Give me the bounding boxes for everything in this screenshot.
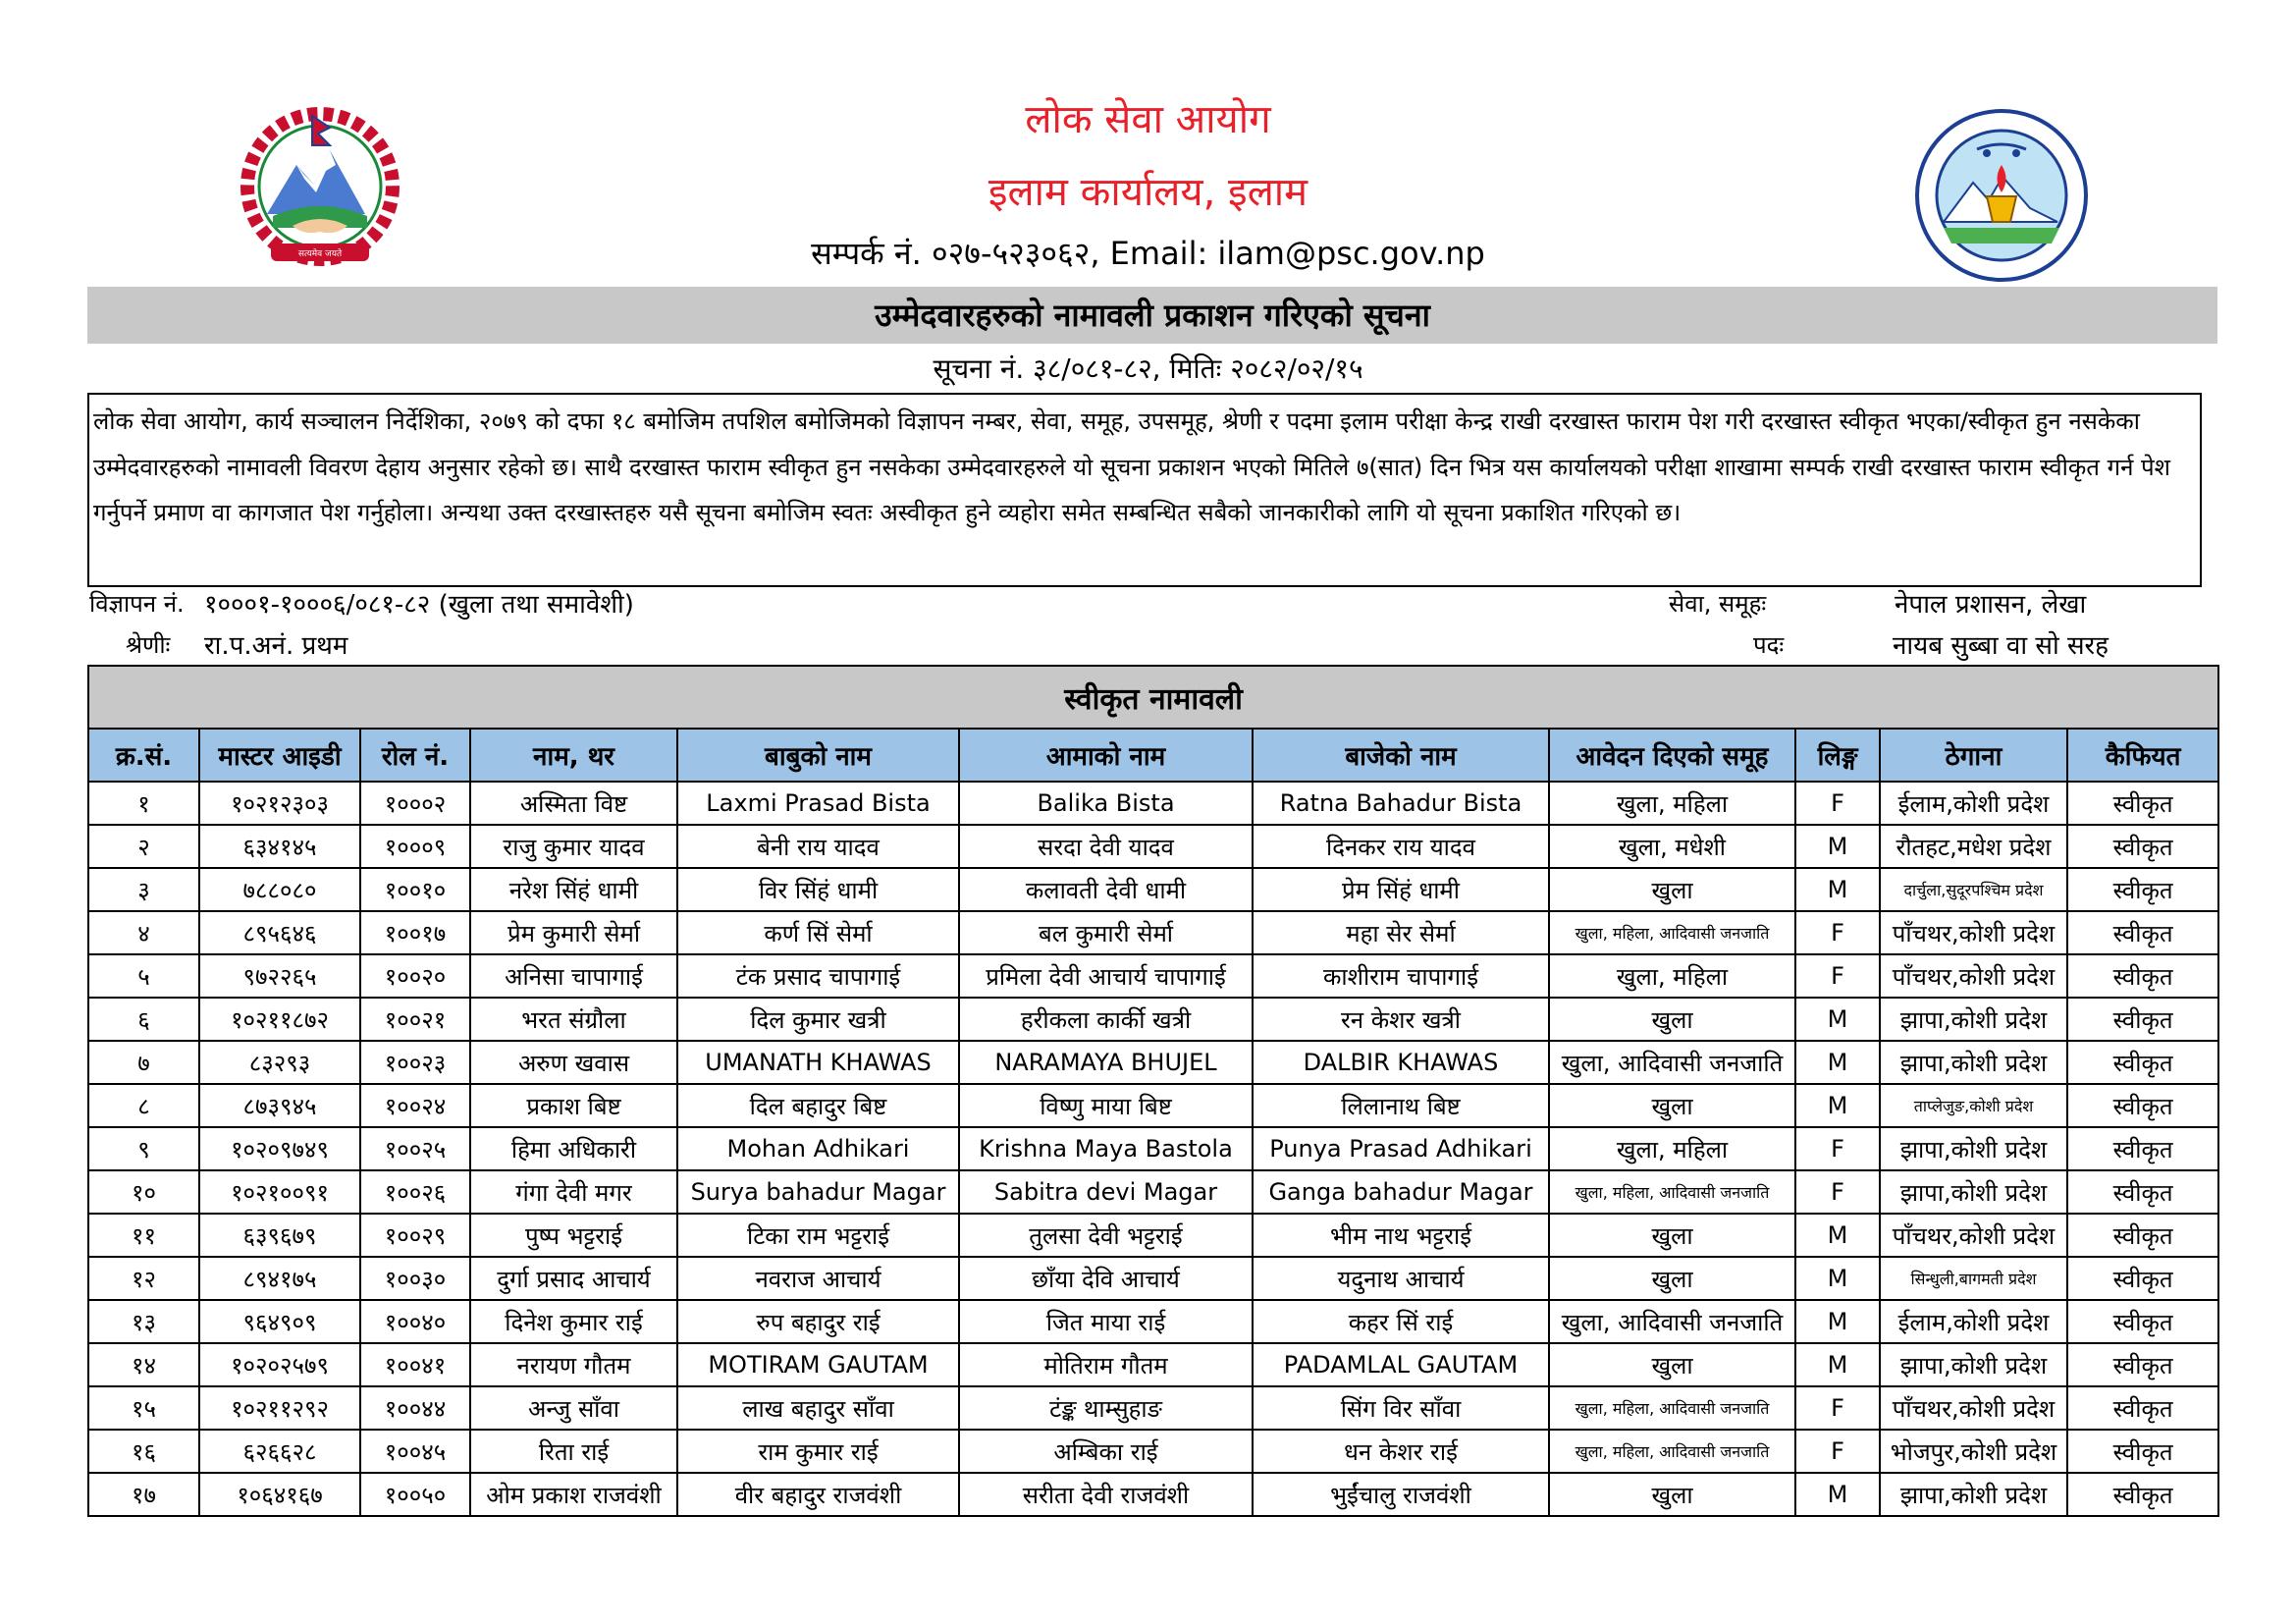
col-master-id-cell: ८९५६४६	[199, 911, 360, 954]
col-group-cell: खुला	[1549, 998, 1795, 1041]
col-group-cell: खुला, महिला	[1549, 1127, 1795, 1170]
col-gender-cell: F	[1795, 1430, 1880, 1473]
col-roll-no-cell: १००५०	[360, 1473, 470, 1516]
notice-title: उम्मेदवारहरुको नामावली प्रकाशन गरिएको सूचना	[87, 287, 2217, 344]
col-address-cell: रौतहट,मधेश प्रदेश	[1880, 825, 2067, 868]
col-remarks-cell: स्वीकृत	[2067, 1084, 2218, 1127]
col-roll-no-cell: १००१०	[360, 868, 470, 911]
post-value: नायब सुब्बा वा सो सरह	[1893, 631, 2109, 661]
table-row	[88, 1214, 2218, 1257]
col-master-id-cell: ६३९६७९	[199, 1214, 360, 1257]
col-roll-no-cell: १००२६	[360, 1170, 470, 1214]
col-name-header: नाम, थर	[470, 729, 677, 782]
col-address-cell: पाँचथर,कोशी प्रदेश	[1880, 954, 2067, 998]
col-roll-no-cell: १०००९	[360, 825, 470, 868]
col-master-id-cell: १०२१००९१	[199, 1170, 360, 1214]
col-master-id-cell: ८९४१७५	[199, 1257, 360, 1300]
table-row	[88, 868, 2218, 911]
col-remarks-header: कैफियत	[2067, 729, 2218, 782]
org-title: लोक सेवा आयोग	[1025, 97, 1271, 142]
col-group-header: आवेदन दिएको समूह	[1549, 729, 1795, 782]
col-name-cell: गंगा देवी मगर	[470, 1170, 677, 1214]
col-father-cell: वीर बहादुर राजवंशी	[677, 1473, 959, 1516]
col-gender-cell: M	[1795, 1300, 1880, 1343]
col-sn-cell: १७	[88, 1473, 199, 1516]
col-father-cell: कर्ण सिं सेर्मा	[677, 911, 959, 954]
col-roll-no-cell: १००२३	[360, 1041, 470, 1084]
col-sn-cell: १३	[88, 1300, 199, 1343]
col-group-cell: खुला, महिला, आदिवासी जनजाति	[1549, 1386, 1795, 1430]
col-sn-cell: ७	[88, 1041, 199, 1084]
col-master-id-cell: ८७३९४५	[199, 1084, 360, 1127]
table-row	[88, 1473, 2218, 1516]
col-master-id-cell: १०२१२३०३	[199, 782, 360, 825]
col-name-cell: हिमा अधिकारी	[470, 1127, 677, 1170]
col-grandfather-header: बाजेको नाम	[1253, 729, 1549, 782]
col-name-cell: ओम प्रकाश राजवंशी	[470, 1473, 677, 1516]
col-address-cell: ईलाम,कोशी प्रदेश	[1880, 1300, 2067, 1343]
table-row	[88, 825, 2218, 868]
col-address-cell: भोजपुर,कोशी प्रदेश	[1880, 1430, 2067, 1473]
col-gender-cell: F	[1795, 1127, 1880, 1170]
col-roll-no-cell: १००४५	[360, 1430, 470, 1473]
col-remarks-cell: स्वीकृत	[2067, 868, 2218, 911]
col-father-cell: Mohan Adhikari	[677, 1127, 959, 1170]
col-master-id-cell: ६३४१४५	[199, 825, 360, 868]
col-father-cell: Laxmi Prasad Bista	[677, 782, 959, 825]
col-address-cell: पाँचथर,कोशी प्रदेश	[1880, 1214, 2067, 1257]
col-grandfather-cell: भीम नाथ भट्टराई	[1253, 1214, 1549, 1257]
col-sn-cell: ३	[88, 868, 199, 911]
post-label: पदः	[1753, 631, 1785, 659]
col-grandfather-cell: Ganga bahadur Magar	[1253, 1170, 1549, 1214]
col-master-id-cell: १०२०९७४९	[199, 1127, 360, 1170]
col-name-cell: नरायण गौतम	[470, 1343, 677, 1386]
notice-number: सूचना नं. ३८/०८१-८२, मितिः २०८२/०२/१५	[933, 352, 1363, 385]
col-father-cell: दिल कुमार खत्री	[677, 998, 959, 1041]
col-roll-no-cell: १००२१	[360, 998, 470, 1041]
col-address-header: ठेगाना	[1880, 729, 2067, 782]
level-label: श्रेणीः	[126, 631, 171, 659]
col-mother-cell: छाँया देवि आचार्य	[959, 1257, 1253, 1300]
col-mother-cell: अम्बिका राई	[959, 1430, 1253, 1473]
col-master-id-cell: ७८८०८०	[199, 868, 360, 911]
col-name-cell: अनिसा चापागाई	[470, 954, 677, 998]
col-address-cell: झापा,कोशी प्रदेश	[1880, 1473, 2067, 1516]
col-gender-cell: M	[1795, 1214, 1880, 1257]
col-father-cell: विर सिंहं धामी	[677, 868, 959, 911]
col-group-cell: खुला, महिला	[1549, 782, 1795, 825]
col-sn-cell: १४	[88, 1343, 199, 1386]
col-grandfather-cell: लिलानाथ बिष्ट	[1253, 1084, 1549, 1127]
col-name-cell: प्रकाश बिष्ट	[470, 1084, 677, 1127]
col-remarks-cell: स्वीकृत	[2067, 1386, 2218, 1430]
col-grandfather-cell: PADAMLAL GAUTAM	[1253, 1343, 1549, 1386]
col-sn-cell: ८	[88, 1084, 199, 1127]
col-gender-header: लिङ्ग	[1795, 729, 1880, 782]
col-grandfather-cell: काशीराम चापागाई	[1253, 954, 1549, 998]
col-address-cell: झापा,कोशी प्रदेश	[1880, 1127, 2067, 1170]
emblem-caption: सत्यमेव जयते	[297, 249, 343, 259]
col-address-cell: दार्चुला,सुदूरपश्चिम प्रदेश	[1880, 868, 2067, 911]
col-roll-no-cell: १००२०	[360, 954, 470, 998]
col-grandfather-cell: सिंग विर साँवा	[1253, 1386, 1549, 1430]
col-remarks-cell: स्वीकृत	[2067, 782, 2218, 825]
col-remarks-cell: स्वीकृत	[2067, 1041, 2218, 1084]
col-roll-no-cell: १०००२	[360, 782, 470, 825]
table-row	[88, 911, 2218, 954]
col-mother-cell: मोतिराम गौतम	[959, 1343, 1253, 1386]
col-remarks-cell: स्वीकृत	[2067, 1127, 2218, 1170]
col-grandfather-cell: भुईंचालु राजवंशी	[1253, 1473, 1549, 1516]
col-roll-no-cell: १००२४	[360, 1084, 470, 1127]
col-roll-no-cell: १००२५	[360, 1127, 470, 1170]
col-name-cell: अरुण खवास	[470, 1041, 677, 1084]
table-row	[88, 1257, 2218, 1300]
col-name-cell: नरेश सिंहं धामी	[470, 868, 677, 911]
col-sn-cell: १०	[88, 1170, 199, 1214]
col-roll-no-cell: १००३०	[360, 1257, 470, 1300]
col-group-cell: खुला	[1549, 1343, 1795, 1386]
col-master-id-cell: ६२६६२८	[199, 1430, 360, 1473]
col-gender-cell: F	[1795, 1170, 1880, 1214]
col-remarks-cell: स्वीकृत	[2067, 1300, 2218, 1343]
col-remarks-cell: स्वीकृत	[2067, 1473, 2218, 1516]
col-sn-cell: २	[88, 825, 199, 868]
col-roll-no-cell: १००४०	[360, 1300, 470, 1343]
col-sn-cell: ४	[88, 911, 199, 954]
col-group-cell: खुला, महिला	[1549, 954, 1795, 998]
col-mother-cell: सरदा देवी यादव	[959, 825, 1253, 868]
col-name-cell: रिता राई	[470, 1430, 677, 1473]
col-sn-cell: १६	[88, 1430, 199, 1473]
col-name-cell: प्रेम कुमारी सेर्मा	[470, 911, 677, 954]
col-gender-cell: M	[1795, 1473, 1880, 1516]
col-address-cell: झापा,कोशी प्रदेश	[1880, 1170, 2067, 1214]
table-row	[88, 1300, 2218, 1343]
col-mother-cell: तुलसा देवी भट्टराई	[959, 1214, 1253, 1257]
col-sn-cell: ५	[88, 954, 199, 998]
col-master-id-header: मास्टर आइडी	[199, 729, 360, 782]
table-row	[88, 998, 2218, 1041]
col-master-id-cell: ९६४९०९	[199, 1300, 360, 1343]
col-address-cell: पाँचथर,कोशी प्रदेश	[1880, 1386, 2067, 1430]
col-gender-cell: F	[1795, 1386, 1880, 1430]
col-remarks-cell: स्वीकृत	[2067, 1430, 2218, 1473]
table-row	[88, 954, 2218, 998]
col-father-cell: टिका राम भट्टराई	[677, 1214, 959, 1257]
notice-paragraph: लोक सेवा आयोग, कार्य सञ्चालन निर्देशिका, २०७९ को दफा १८ बमोजिम तपशिल बमोजिमको विज्ञापन नम्बर, सेवा, समूह, उपसमूह, श्रेणी र पदमा इलाम परीक्षा केन्द्र राखी दरखास्त फाराम पेश गरी दरखास्त स्वीकृत भएका/स्वीकृत हुन नसकेका उम्मेदवारहरुको नामावली विवरण देहाय अनुसार रहेको छ। साथै दरखास्त फाराम स्वीकृत हुन नसकेका उम्मेदवारहरुले यो सूचना प्रकाशन भएको मितिले ७(सात) दिन भित्र यस कार्यालयको परीक्षा शाखामा सम्पर्क राखी दरखास्त फाराम स्वीकृत गर्न पेश गर्नुपर्ने प्रमाण वा कागजात पेश गर्नुहोला। अन्यथा उक्त दरखास्तहरु यसै सूचना बमोजिम स्वतः अस्वीकृत हुने व्यहोरा समेत सम्बन्धित सबैको जानकारीको लागि यो सूचना प्रकाशित गरिएको छ।	[87, 393, 2202, 587]
table-row	[88, 1386, 2218, 1430]
col-father-cell: राम कुमार राई	[677, 1430, 959, 1473]
col-remarks-cell: स्वीकृत	[2067, 1214, 2218, 1257]
col-master-id-cell: १०६४१६७	[199, 1473, 360, 1516]
col-mother-cell: Sabitra devi Magar	[959, 1170, 1253, 1214]
col-gender-cell: M	[1795, 868, 1880, 911]
col-sn-cell: ६	[88, 998, 199, 1041]
col-group-cell: खुला	[1549, 1473, 1795, 1516]
col-master-id-cell: १०२११८७२	[199, 998, 360, 1041]
adv-label: विज्ञापन नं.	[89, 590, 185, 618]
col-mother-cell: NARAMAYA BHUJEL	[959, 1041, 1253, 1084]
col-address-cell: पाँचथर,कोशी प्रदेश	[1880, 911, 2067, 954]
col-roll-no-cell: १००४४	[360, 1386, 470, 1430]
office-title: इलाम कार्यालय, इलाम	[988, 170, 1308, 215]
col-gender-cell: F	[1795, 911, 1880, 954]
col-group-cell: खुला	[1549, 1214, 1795, 1257]
col-name-cell: अन्जु साँवा	[470, 1386, 677, 1430]
col-sn-cell: ९	[88, 1127, 199, 1170]
col-group-cell: खुला, महिला, आदिवासी जनजाति	[1549, 911, 1795, 954]
col-name-cell: दुर्गा प्रसाद आचार्य	[470, 1257, 677, 1300]
col-grandfather-cell: धन केशर राई	[1253, 1430, 1549, 1473]
col-father-cell: Surya bahadur Magar	[677, 1170, 959, 1214]
table-caption: स्वीकृत नामावली	[88, 666, 2218, 729]
col-sn-cell: ११	[88, 1214, 199, 1257]
col-group-cell: खुला, आदिवासी जनजाति	[1549, 1300, 1795, 1343]
table-row	[88, 1430, 2218, 1473]
col-master-id-cell: १०२०२५७९	[199, 1343, 360, 1386]
col-mother-cell: हरीकला कार्की खत्री	[959, 998, 1253, 1041]
approved-list-table	[87, 665, 2219, 1517]
col-roll-no-cell: १००२९	[360, 1214, 470, 1257]
table-row	[88, 1084, 2218, 1127]
table-row	[88, 1170, 2218, 1214]
col-mother-cell: विष्णु माया बिष्ट	[959, 1084, 1253, 1127]
col-name-cell: भरत संग्रौला	[470, 998, 677, 1041]
col-mother-cell: बल कुमारी सेर्मा	[959, 911, 1253, 954]
col-gender-cell: M	[1795, 998, 1880, 1041]
col-grandfather-cell: दिनकर राय यादव	[1253, 825, 1549, 868]
col-father-cell: रुप बहादुर राई	[677, 1300, 959, 1343]
col-father-cell: MOTIRAM GAUTAM	[677, 1343, 959, 1386]
col-roll-no-cell: १००१७	[360, 911, 470, 954]
col-father-header: बाबुको नाम	[677, 729, 959, 782]
adv-value: १०००१-१०००६/०८१-८२ (खुला तथा समावेशी)	[204, 590, 634, 620]
col-name-cell: राजु कुमार यादव	[470, 825, 677, 868]
col-gender-cell: F	[1795, 782, 1880, 825]
col-name-cell: दिनेश कुमार राई	[470, 1300, 677, 1343]
col-mother-cell: कलावती देवी धामी	[959, 868, 1253, 911]
col-address-cell: झापा,कोशी प्रदेश	[1880, 1041, 2067, 1084]
col-group-cell: खुला, आदिवासी जनजाति	[1549, 1041, 1795, 1084]
col-remarks-cell: स्वीकृत	[2067, 1170, 2218, 1214]
col-address-cell: सिन्धुली,बागमती प्रदेश	[1880, 1257, 2067, 1300]
col-mother-cell: जित माया राई	[959, 1300, 1253, 1343]
col-grandfather-cell: Ratna Bahadur Bista	[1253, 782, 1549, 825]
col-address-cell: ईलाम,कोशी प्रदेश	[1880, 782, 2067, 825]
col-grandfather-cell: DALBIR KHAWAS	[1253, 1041, 1549, 1084]
col-name-cell: पुष्प भट्टराई	[470, 1214, 677, 1257]
col-roll-no-header: रोल नं.	[360, 729, 470, 782]
col-address-cell: झापा,कोशी प्रदेश	[1880, 998, 2067, 1041]
col-father-cell: UMANATH KHAWAS	[677, 1041, 959, 1084]
col-roll-no-cell: १००४१	[360, 1343, 470, 1386]
col-father-cell: नवराज आचार्य	[677, 1257, 959, 1300]
col-remarks-cell: स्वीकृत	[2067, 1343, 2218, 1386]
col-mother-cell: टंङ्क थाम्सुहाङ	[959, 1386, 1253, 1430]
col-group-cell: खुला, मधेशी	[1549, 825, 1795, 868]
col-sn-cell: १५	[88, 1386, 199, 1430]
col-group-cell: खुला	[1549, 1084, 1795, 1127]
col-remarks-cell: स्वीकृत	[2067, 1257, 2218, 1300]
col-grandfather-cell: रन केशर खत्री	[1253, 998, 1549, 1041]
col-father-cell: टंक प्रसाद चापागाई	[677, 954, 959, 998]
col-remarks-cell: स्वीकृत	[2067, 911, 2218, 954]
col-gender-cell: F	[1795, 954, 1880, 998]
col-address-cell: झापा,कोशी प्रदेश	[1880, 1343, 2067, 1386]
col-sn-header: क्र.सं.	[88, 729, 199, 782]
col-father-cell: लाख बहादुर साँवा	[677, 1386, 959, 1430]
col-master-id-cell: १०२११२९२	[199, 1386, 360, 1430]
table-row	[88, 782, 2218, 825]
col-master-id-cell: ८३२९३	[199, 1041, 360, 1084]
col-grandfather-cell: कहर सिं राई	[1253, 1300, 1549, 1343]
col-remarks-cell: स्वीकृत	[2067, 954, 2218, 998]
col-group-cell: खुला, महिला, आदिवासी जनजाति	[1549, 1430, 1795, 1473]
col-gender-cell: M	[1795, 1257, 1880, 1300]
table-row	[88, 1041, 2218, 1084]
col-group-cell: खुला	[1549, 868, 1795, 911]
col-grandfather-cell: Punya Prasad Adhikari	[1253, 1127, 1549, 1170]
service-label: सेवा, समूहः	[1669, 590, 1767, 618]
service-value: नेपाल प्रशासन, लेखा	[1895, 590, 2087, 620]
col-address-cell: ताप्लेजुङ,कोशी प्रदेश	[1880, 1084, 2067, 1127]
col-remarks-cell: स्वीकृत	[2067, 825, 2218, 868]
col-grandfather-cell: प्रेम सिंहं धामी	[1253, 868, 1549, 911]
col-gender-cell: M	[1795, 1041, 1880, 1084]
col-grandfather-cell: यदुनाथ आचार्य	[1253, 1257, 1549, 1300]
col-mother-cell: Krishna Maya Bastola	[959, 1127, 1253, 1170]
col-group-cell: खुला, महिला, आदिवासी जनजाति	[1549, 1170, 1795, 1214]
col-father-cell: बेनी राय यादव	[677, 825, 959, 868]
table-row	[88, 1343, 2218, 1386]
table-row	[88, 1127, 2218, 1170]
col-master-id-cell: ९७२२६५	[199, 954, 360, 998]
col-mother-cell: प्रमिला देवी आचार्य चापागाई	[959, 954, 1253, 998]
level-value: रा.प.अनं. प्रथम	[204, 631, 348, 661]
col-group-cell: खुला	[1549, 1257, 1795, 1300]
col-mother-header: आमाको नाम	[959, 729, 1253, 782]
col-sn-cell: १	[88, 782, 199, 825]
col-grandfather-cell: महा सेर सेर्मा	[1253, 911, 1549, 954]
col-gender-cell: M	[1795, 825, 1880, 868]
col-mother-cell: Balika Bista	[959, 782, 1253, 825]
col-father-cell: दिल बहादुर बिष्ट	[677, 1084, 959, 1127]
col-sn-cell: १२	[88, 1257, 199, 1300]
col-remarks-cell: स्वीकृत	[2067, 998, 2218, 1041]
col-gender-cell: M	[1795, 1343, 1880, 1386]
contact-line: सम्पर्क नं. ०२७-५२३०६२, Email: ilam@psc.gov.np	[811, 235, 1485, 272]
col-name-cell: अस्मिता विष्ट	[470, 782, 677, 825]
col-gender-cell: M	[1795, 1084, 1880, 1127]
col-mother-cell: सरीता देवी राजवंशी	[959, 1473, 1253, 1516]
